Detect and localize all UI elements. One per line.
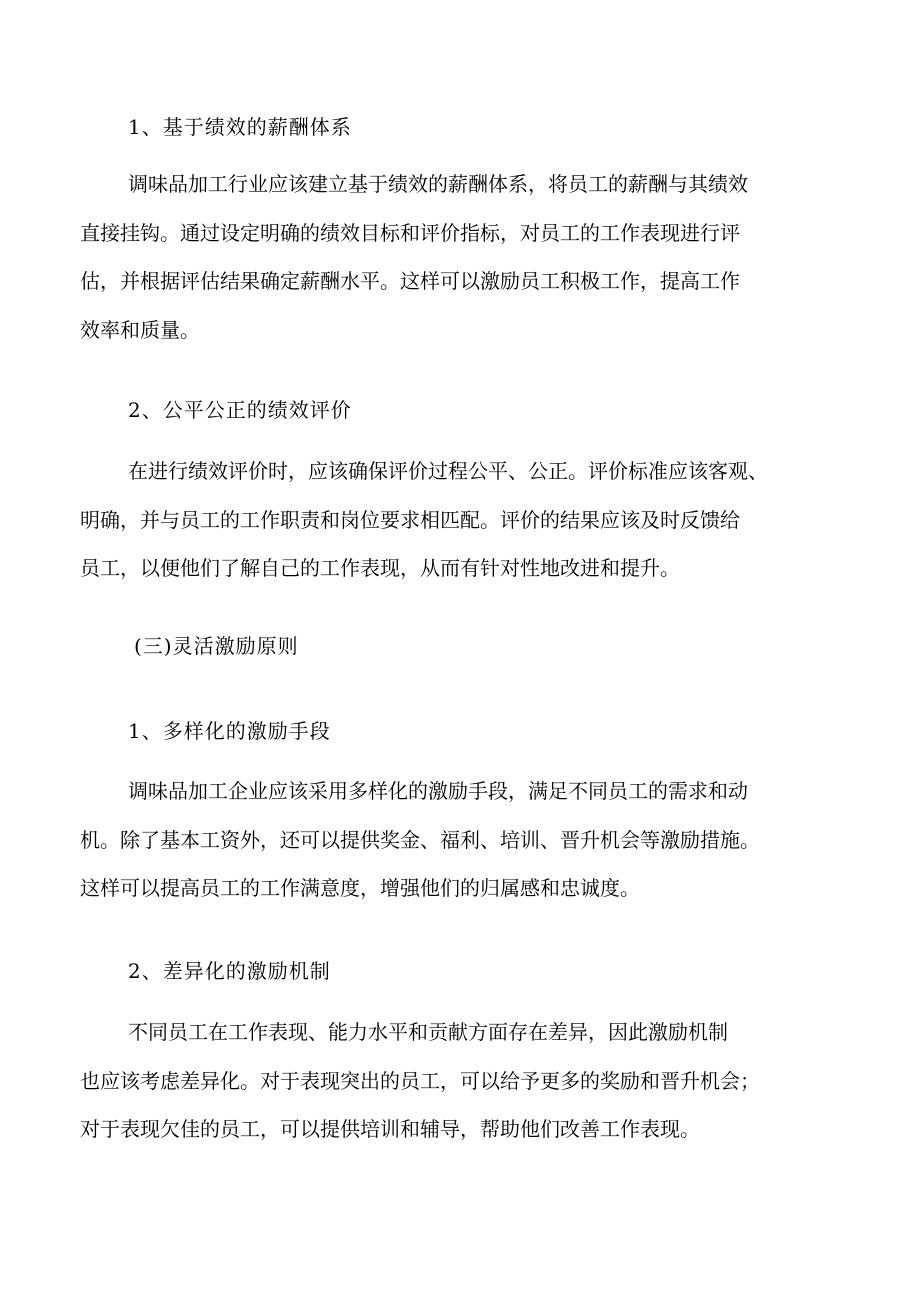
paragraph-line: 员工，以便他们了解自己的工作表现，从而有针对性地改进和提升。 bbox=[80, 556, 680, 580]
paragraph-line: 效率和质量。 bbox=[80, 317, 200, 342]
paragraph bbox=[80, 160, 840, 354]
paragraph-line: 直接挂钩。通过设定明确的绩效目标和评价指标，对员工的工作表现进行评 bbox=[80, 220, 740, 245]
paragraph-line: 机。除了基本工资外，还可以提供奖金、福利、培训、晋升机会等激励措施。 bbox=[80, 827, 760, 852]
paragraph-line: 调味品加工行业应该建立基于绩效的薪酬体系，将员工的薪酬与其绩效 bbox=[128, 172, 748, 196]
section-heading: 2、公平公正的绩效评价 bbox=[128, 398, 352, 422]
paragraph-line: 明确，并与员工的工作职责和岗位要求相匹配。评价的结果应该及时反馈给 bbox=[80, 507, 740, 532]
section-heading: 1、多样化的激励手段 bbox=[128, 719, 331, 743]
paragraph bbox=[80, 447, 840, 593]
section-heading: 1、基于绩效的薪酬体系 bbox=[128, 115, 352, 139]
paragraph-line: 不同员工在工作表现、能力水平和贡献方面存在差异，因此激励机制 bbox=[128, 1020, 728, 1044]
chapter-heading: (三)灵活激励原则 bbox=[134, 634, 299, 658]
paragraph-line: 也应该考虑差异化。对于表现突出的员工，可以给予更多的奖励和晋升机会； bbox=[80, 1068, 760, 1093]
paragraph bbox=[80, 767, 840, 913]
paragraph-line: 调味品加工企业应该采用多样化的激励手段，满足不同员工的需求和动 bbox=[128, 779, 748, 803]
section-heading: 2、差异化的激励机制 bbox=[128, 959, 331, 983]
paragraph-line: 这样可以提高员工的工作满意度，增强他们的归属感和忠诚度。 bbox=[80, 876, 640, 900]
paragraph-line: 对于表现欠佳的员工，可以提供培训和辅导，帮助他们改善工作表现。 bbox=[80, 1117, 700, 1141]
paragraph bbox=[80, 1008, 840, 1154]
paragraph-line: 估，并根据评估结果确定薪酬水平。这样可以激励员工积极工作，提高工作 bbox=[80, 269, 740, 293]
paragraph-line: 在进行绩效评价时，应该确保评价过程公平、公正。评价标准应该客观、 bbox=[128, 459, 768, 483]
